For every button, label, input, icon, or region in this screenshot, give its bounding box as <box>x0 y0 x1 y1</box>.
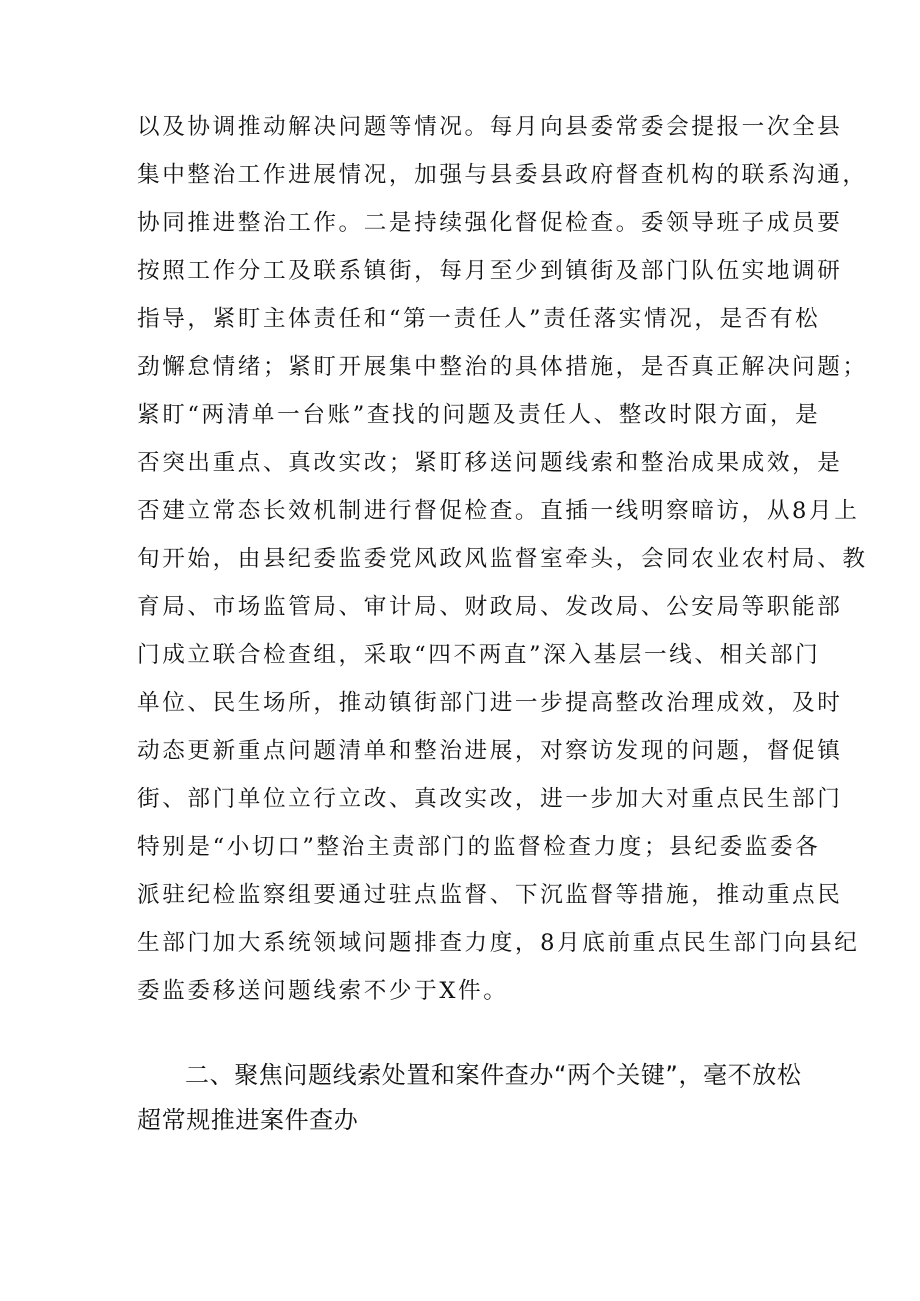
paragraph-line: 按照工作分工及联系镇街，每月至少到镇街及部门队伍实地调研 <box>137 258 843 284</box>
section-heading-line: 二、聚焦问题线索处置和案件查办“两个关键”，毫不放松 <box>185 1061 802 1089</box>
section-heading-line: 超常规推进案件查办 <box>137 1106 359 1134</box>
paragraph-line: 单位、民生场所，推动镇街部门进一步提高整改治理成效，及时 <box>137 690 843 716</box>
paragraph-line: 集中整治工作进展情况，加强与县委县政府督查机构的联系沟通， <box>137 162 868 188</box>
paragraph-line: 旬开始，由县纪委监委党风政风监督室牵头，会同农业农村局、教 <box>137 546 868 572</box>
paragraph-line: 否建立常态长效机制进行督促检查。直插一线明察暗访，从8月上 <box>137 498 860 524</box>
paragraph-line: 指导，紧盯主体责任和“第一责任人”责任落实情况，是否有松 <box>137 306 821 332</box>
paragraph-line: 生部门加大系统领域问题排查力度，8月底前重点民生部门向县纪 <box>137 930 860 956</box>
paragraph-line: 特别是“小切口”整治主责部门的监督检查力度；县纪委监委各 <box>137 834 821 860</box>
paragraph-line: 紧盯“两清单一台账”查找的问题及责任人、整改时限方面，是 <box>137 402 821 428</box>
paragraph-line: 街、部门单位立行立改、真改实改，进一步加大对重点民生部门 <box>137 786 843 812</box>
paragraph-line: 动态更新重点问题清单和整治进展，对察访发现的问题，督促镇 <box>137 738 843 764</box>
paragraph-line: 育局、市场监管局、审计局、财政局、发改局、公安局等职能部 <box>137 594 843 620</box>
paragraph-line: 委监委移送问题线索不少于X件。 <box>137 978 509 1004</box>
paragraph-line: 劲懈怠情绪；紧盯开展集中整治的具体措施，是否真正解决问题； <box>137 354 868 380</box>
paragraph-line: 派驻纪检监察组要通过驻点监督、下沉监督等措施，推动重点民 <box>137 882 843 908</box>
paragraph-line: 以及协调推动解决问题等情况。每月向县委常委会提报一次全县 <box>137 114 843 140</box>
paragraph-line: 否突出重点、真改实改；紧盯移送问题线索和整治成果成效，是 <box>137 450 843 476</box>
paragraph-line: 门成立联合检查组，采取“四不两直”深入基层一线、相关部门 <box>137 642 821 668</box>
paragraph-line: 协同推进整治工作。二是持续强化督促检查。委领导班子成员要 <box>137 210 843 236</box>
